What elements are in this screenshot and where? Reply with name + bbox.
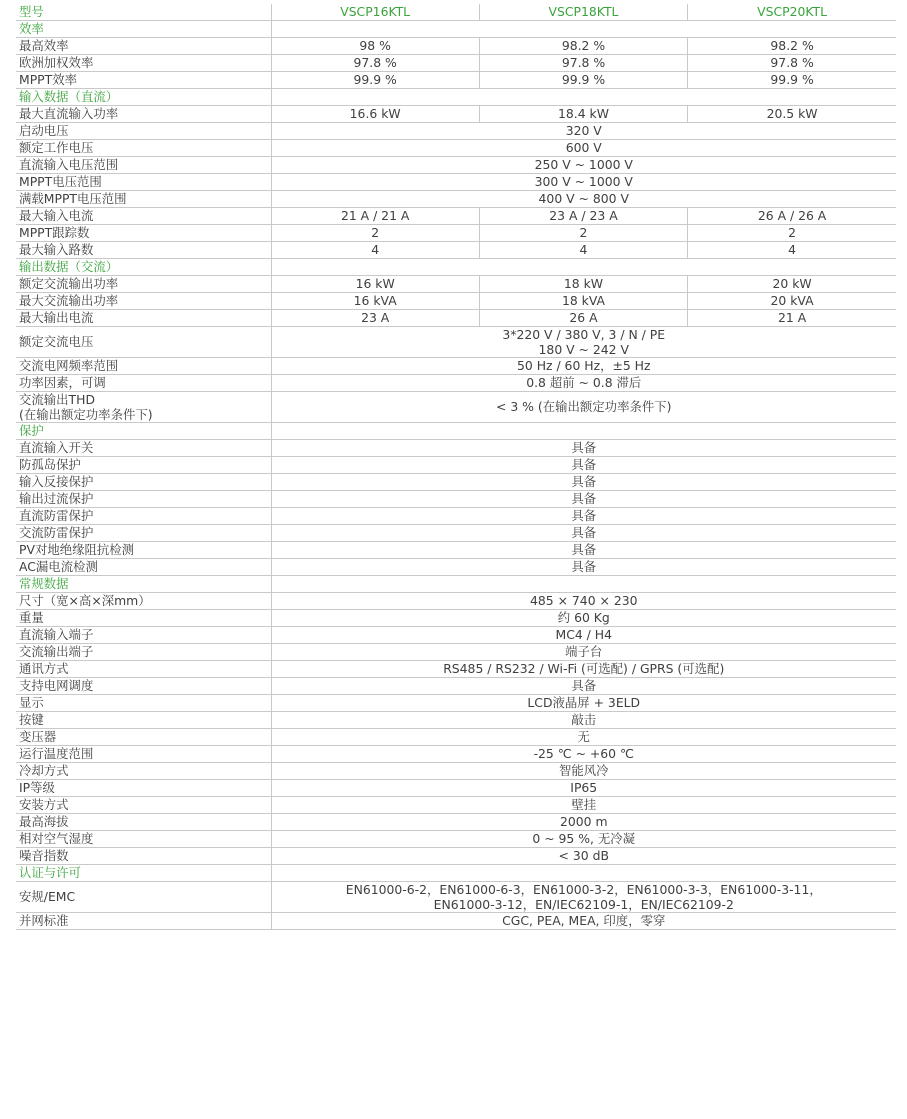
spec-label-line: 交流输出THD [19,392,95,407]
spec-row [16,38,896,55]
spec-label: PV对地绝缘阻抗检测 [16,542,271,559]
spec-value-shared: 320 V [271,123,896,140]
spec-value-shared: 250 V ~ 1000 V [271,157,896,174]
spec-label: 最高效率 [16,38,271,55]
spec-value-shared: 0.8 超前 ~ 0.8 滞后 [271,375,896,392]
spec-value-shared: 具备 [271,559,896,576]
spec-label: 安装方式 [16,797,271,814]
spec-label: 最大输出电流 [16,310,271,327]
spec-label: 最大交流输出功率 [16,293,271,310]
spec-value: 2 [271,225,479,242]
spec-value: 99.9 % [271,72,479,89]
spec-table [16,4,896,930]
spec-row [16,644,896,661]
spec-label: 交流防雷保护 [16,525,271,542]
spec-value-line: 3*220 V / 380 V, 3 / N / PE [502,327,666,342]
spec-label: 相对空气湿度 [16,831,271,848]
section-spacer [271,89,896,106]
spec-value-shared: 300 V ~ 1000 V [271,174,896,191]
spec-label: 直流输入端子 [16,627,271,644]
section-spacer [271,423,896,440]
spec-value: 26 A / 26 A [688,208,896,225]
spec-value-shared: 无 [271,729,896,746]
spec-row [16,627,896,644]
model-1: VSCP16KTL [271,4,479,21]
spec-value-line: 180 V ~ 242 V [538,342,629,357]
spec-value: 18 kVA [479,293,687,310]
spec-value-shared [271,882,896,913]
spec-value: 97.8 % [479,55,687,72]
spec-row [16,440,896,457]
spec-row [16,678,896,695]
section-header [16,576,896,593]
spec-value: 2 [479,225,687,242]
spec-value: 2 [688,225,896,242]
spec-value-shared: 端子台 [271,644,896,661]
spec-row [16,593,896,610]
model-3: VSCP20KTL [688,4,896,21]
spec-label: 交流输出端子 [16,644,271,661]
spec-value-shared: 50 Hz / 60 Hz，±5 Hz [271,358,896,375]
spec-value-shared: LCD液晶屏 + 3ELD [271,695,896,712]
spec-value: 20.5 kW [688,106,896,123]
spec-value: 21 A [688,310,896,327]
spec-value: 16.6 kW [271,106,479,123]
spec-label: 安规/EMC [16,882,271,913]
spec-label: 额定交流电压 [16,327,271,358]
spec-row [16,913,896,930]
spec-value-shared: 具备 [271,525,896,542]
spec-label: 额定工作电压 [16,140,271,157]
section-title: 认证与许可 [16,865,271,882]
spec-label: 最大输入路数 [16,242,271,259]
spec-label: 额定交流输出功率 [16,276,271,293]
spec-value: 99.9 % [688,72,896,89]
section-spacer [271,865,896,882]
spec-value: 99.9 % [479,72,687,89]
spec-value-shared: IP65 [271,780,896,797]
spec-row [16,729,896,746]
spec-row [16,375,896,392]
spec-row [16,242,896,259]
spec-value: 16 kVA [271,293,479,310]
spec-row [16,392,896,423]
spec-row [16,157,896,174]
spec-label: 直流输入电压范围 [16,157,271,174]
spec-label: 最大直流输入功率 [16,106,271,123]
spec-row [16,542,896,559]
spec-row [16,140,896,157]
section-title: 输入数据（直流） [16,89,271,106]
section-spacer [271,259,896,276]
spec-value-shared: 壁挂 [271,797,896,814]
spec-label: 变压器 [16,729,271,746]
spec-label: 重量 [16,610,271,627]
spec-label-line: (在输出额定功率条件下) [19,407,153,422]
section-title: 保护 [16,423,271,440]
spec-value: 18 kW [479,276,687,293]
spec-row [16,797,896,814]
spec-value: 26 A [479,310,687,327]
spec-value: 97.8 % [688,55,896,72]
spec-value: 4 [688,242,896,259]
spec-label: 显示 [16,695,271,712]
spec-value-shared: < 3 % (在输出额定功率条件下) [271,392,896,423]
header-row [16,4,896,21]
spec-row [16,746,896,763]
spec-row [16,457,896,474]
spec-row [16,225,896,242]
spec-value-shared: 400 V ~ 800 V [271,191,896,208]
section-title: 常规数据 [16,576,271,593]
section-spacer [271,21,896,38]
spec-value: 18.4 kW [479,106,687,123]
spec-value: 4 [479,242,687,259]
spec-label: 通讯方式 [16,661,271,678]
spec-row [16,310,896,327]
spec-value: 16 kW [271,276,479,293]
spec-label: 运行温度范围 [16,746,271,763]
spec-value-shared: 0 ~ 95 %, 无冷凝 [271,831,896,848]
spec-label: 满载MPPT电压范围 [16,191,271,208]
spec-label: IP等级 [16,780,271,797]
section-header [16,21,896,38]
spec-value: 23 A / 23 A [479,208,687,225]
spec-label: 交流电网频率范围 [16,358,271,375]
spec-value-shared: 485 × 740 × 230 [271,593,896,610]
spec-row [16,123,896,140]
spec-value-shared: RS485 / RS232 / Wi-Fi (可选配) / GPRS (可选配) [271,661,896,678]
spec-row [16,72,896,89]
spec-row [16,780,896,797]
spec-value-shared: 具备 [271,508,896,525]
spec-value: 21 A / 21 A [271,208,479,225]
spec-value-line: EN61000-3-12，EN/IEC62109-1，EN/IEC62109-2 [433,897,734,912]
spec-value-shared: MC4 / H4 [271,627,896,644]
spec-label: MPPT效率 [16,72,271,89]
section-spacer [271,576,896,593]
spec-label: AC漏电流检测 [16,559,271,576]
spec-value-shared: 智能风冷 [271,763,896,780]
spec-label: 欧洲加权效率 [16,55,271,72]
spec-label: 尺寸（宽×高×深mm） [16,593,271,610]
spec-value-shared: 具备 [271,542,896,559]
spec-value: 23 A [271,310,479,327]
spec-label: 直流输入开关 [16,440,271,457]
spec-label: 防孤岛保护 [16,457,271,474]
spec-value-shared: 具备 [271,678,896,695]
spec-label: 冷却方式 [16,763,271,780]
spec-row [16,559,896,576]
spec-label: MPPT电压范围 [16,174,271,191]
spec-row [16,491,896,508]
spec-value: 98.2 % [479,38,687,55]
spec-row [16,814,896,831]
spec-row [16,276,896,293]
spec-row [16,208,896,225]
spec-row [16,474,896,491]
spec-row [16,55,896,72]
spec-value-shared: CGC, PEA, MEA, 印度，零穿 [271,913,896,930]
spec-label [16,392,271,423]
spec-row [16,882,896,913]
spec-label: 最高海拔 [16,814,271,831]
section-title: 效率 [16,21,271,38]
spec-label: 最大输入电流 [16,208,271,225]
spec-value: 20 kVA [688,293,896,310]
spec-table-body [16,4,896,930]
section-header [16,89,896,106]
spec-row [16,358,896,375]
header-label: 型号 [16,4,271,21]
section-header [16,865,896,882]
spec-value: 4 [271,242,479,259]
spec-row [16,174,896,191]
spec-value: 98 % [271,38,479,55]
spec-value-shared: 2000 m [271,814,896,831]
spec-label: 按键 [16,712,271,729]
spec-label: 噪音指数 [16,848,271,865]
spec-row [16,610,896,627]
spec-row [16,293,896,310]
model-2: VSCP18KTL [479,4,687,21]
spec-label: 直流防雷保护 [16,508,271,525]
section-title: 输出数据（交流） [16,259,271,276]
spec-row [16,712,896,729]
section-header [16,259,896,276]
spec-row [16,508,896,525]
spec-value-shared: 具备 [271,491,896,508]
spec-value-shared: 600 V [271,140,896,157]
spec-label: 输出过流保护 [16,491,271,508]
spec-value-shared: -25 ℃ ~ +60 ℃ [271,746,896,763]
spec-value-shared [271,327,896,358]
spec-value-shared: 具备 [271,457,896,474]
spec-value-line: EN61000-6-2，EN61000-6-3，EN61000-3-2，EN61000-3-3，EN61000-3-11， [345,882,822,897]
spec-row [16,525,896,542]
spec-row [16,848,896,865]
spec-row [16,327,896,358]
spec-value-shared: 敲击 [271,712,896,729]
spec-label: 启动电压 [16,123,271,140]
spec-value-shared: 具备 [271,474,896,491]
spec-label: 功率因素，可调 [16,375,271,392]
spec-value: 97.8 % [271,55,479,72]
spec-value: 98.2 % [688,38,896,55]
spec-label: 输入反接保护 [16,474,271,491]
spec-label: 并网标准 [16,913,271,930]
spec-row [16,831,896,848]
spec-label: MPPT跟踪数 [16,225,271,242]
spec-row [16,661,896,678]
spec-value-shared: 具备 [271,440,896,457]
spec-label: 支持电网调度 [16,678,271,695]
spec-value: 20 kW [688,276,896,293]
spec-row [16,763,896,780]
spec-row [16,695,896,712]
spec-row [16,191,896,208]
spec-value-shared: 约 60 Kg [271,610,896,627]
section-header [16,423,896,440]
spec-row [16,106,896,123]
spec-value-shared: < 30 dB [271,848,896,865]
